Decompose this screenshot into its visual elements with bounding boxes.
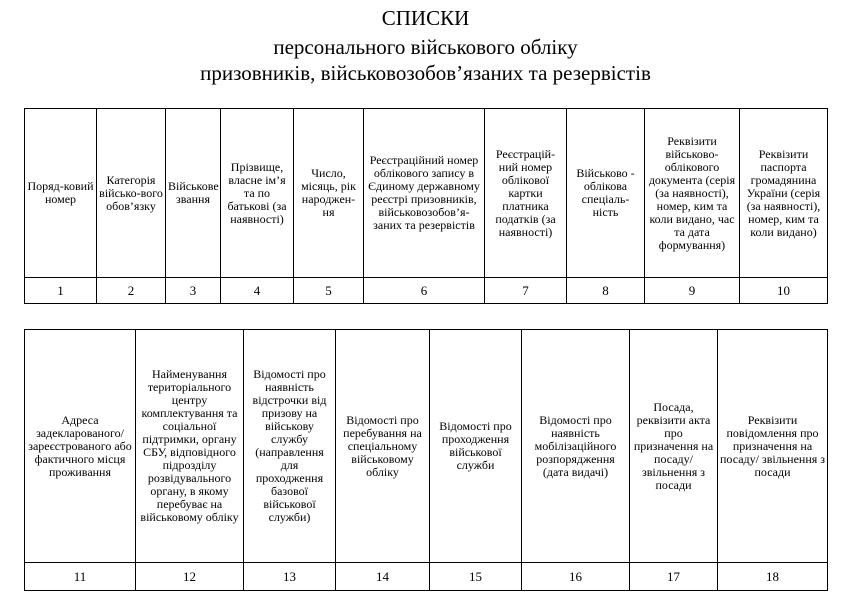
column-header: Відомості про наявність відстрочки від призову на військову службу (направлення для проходження базової військової служби) (244, 330, 336, 563)
column-header: Категорія військо-вого обов’язку (97, 109, 166, 278)
table-header-row (25, 330, 828, 563)
column-header: Адреса задекларованого/ зареєстрованого або фактичного місця проживання (25, 330, 136, 563)
column-header: Військово - облікова спеціаль-ність (567, 109, 645, 278)
column-number: 3 (166, 278, 221, 304)
document-subtitle-line-2: призовників, військовозобов’язаних та резервістів (200, 61, 651, 85)
column-number: 8 (567, 278, 645, 304)
column-number: 13 (244, 563, 336, 591)
column-header: Реквізити повідомлення про призначення на посаду/ звільнення з посади (718, 330, 828, 563)
column-header: Реєстрацій-ний номер облікової картки платника податків (за наявності) (485, 109, 567, 278)
table-header-row (25, 109, 828, 278)
column-number: 17 (630, 563, 718, 591)
column-number: 10 (740, 278, 828, 304)
column-number: 14 (336, 563, 430, 591)
column-header: Найменування територіального центру комплектування та соціальної підтримки, органу СБУ, відповідного підрозділу розвідувального органу, в якому перебуває на військовому обліку (136, 330, 244, 563)
column-header: Реквізити військово-облікового документа (серія (за наявності), номер, ким та коли видано, час та дата формування) (645, 109, 740, 278)
column-number: 12 (136, 563, 244, 591)
column-header: Відомості про перебування на спеціальному військовому обліку (336, 330, 430, 563)
records-table-part-1 (24, 108, 828, 304)
column-number: 11 (25, 563, 136, 591)
column-number: 5 (294, 278, 364, 304)
column-header: Посада, реквізити акта про призначення на посаду/ звільнення з посади (630, 330, 718, 563)
column-header: Військове звання (166, 109, 221, 278)
column-number: 7 (485, 278, 567, 304)
column-number: 2 (97, 278, 166, 304)
column-number-row (25, 563, 828, 591)
column-number: 4 (221, 278, 294, 304)
records-table-part-2 (24, 329, 828, 591)
column-header: Прізвище, власне ім’я та по батькові (за наявності) (221, 109, 294, 278)
column-header: Відомості про проходження військової служби (430, 330, 522, 563)
column-number: 9 (645, 278, 740, 304)
column-header: Реквізити паспорта громадянина України (серія (за наявності), номер, ким та коли видано) (740, 109, 828, 278)
column-number: 16 (522, 563, 630, 591)
document-subtitle-line-1: персонального військового обліку (273, 35, 578, 59)
column-number: 15 (430, 563, 522, 591)
column-number: 1 (25, 278, 97, 304)
column-header: Відомості про наявність мобілізаційного розпорядження (дата видачі) (522, 330, 630, 563)
column-number: 6 (364, 278, 485, 304)
document-title: СПИСКИ (381, 6, 470, 30)
column-header: Число, місяць, рік народжен-ня (294, 109, 364, 278)
column-header: Поряд-ковий номер (25, 109, 97, 278)
column-number: 18 (718, 563, 828, 591)
column-header: Реєстраційний номер облікового запису в Єдиному державному реєстрі призовників, військовозобов’я-заних та резервістів (364, 109, 485, 278)
column-number-row (25, 278, 828, 304)
